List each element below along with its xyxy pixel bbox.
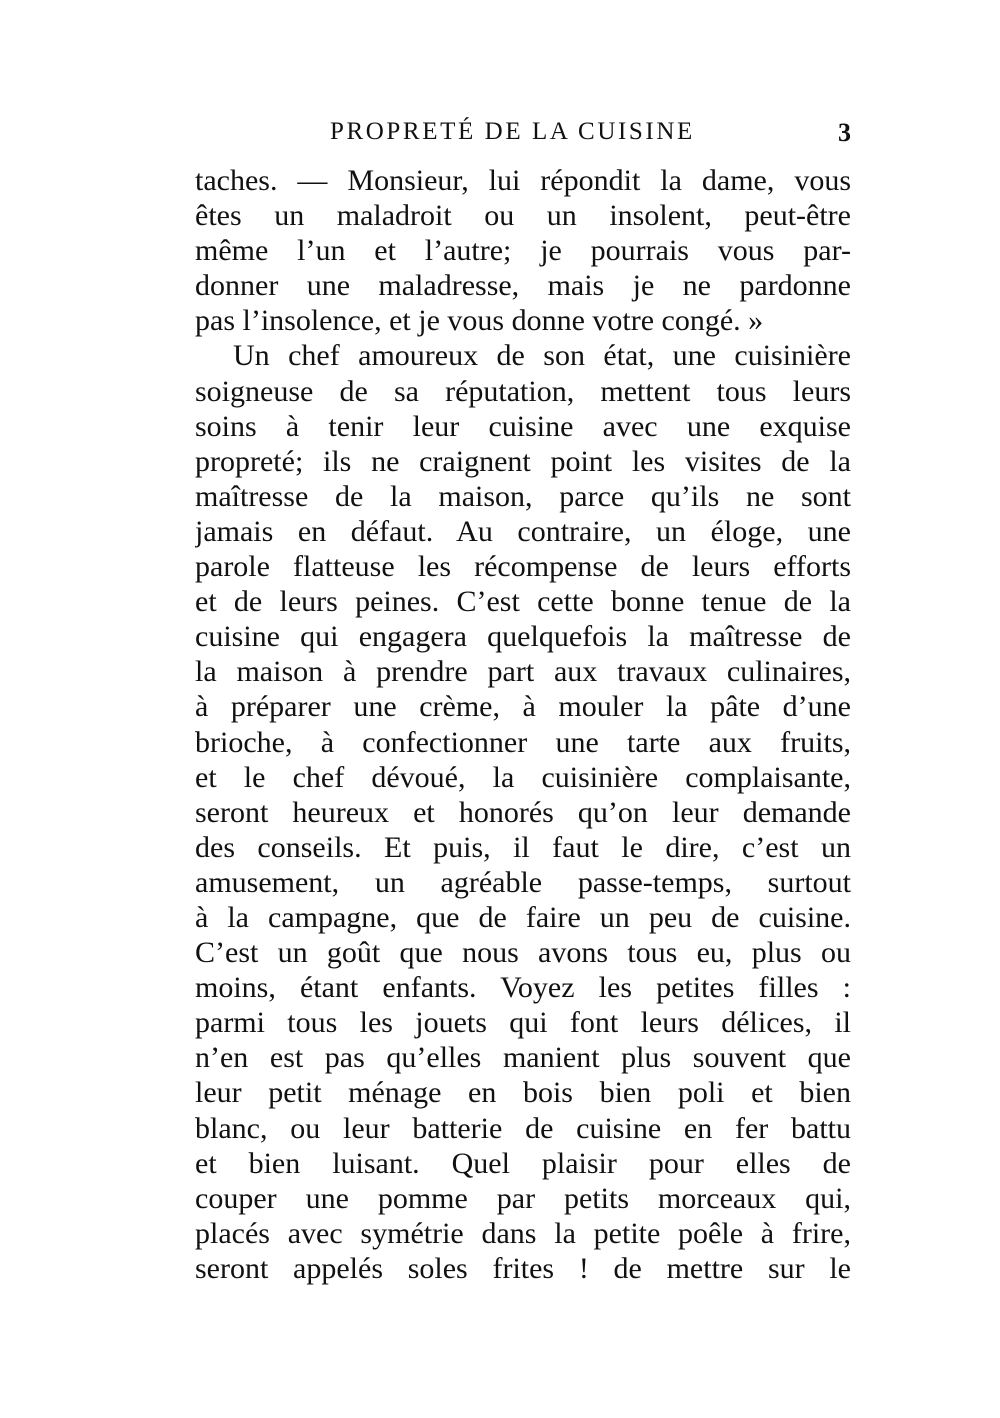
text-line: leur petit ménage en bois bien poli et bien xyxy=(195,1076,851,1110)
text-line: maîtresse de la maison, parce qu’ils ne sont xyxy=(195,479,851,513)
text-line: soins à tenir leur cuisine avec une exquise xyxy=(195,409,851,443)
page-header xyxy=(195,118,851,154)
text-line: taches. — Monsieur, lui répondit la dame, vous xyxy=(195,164,851,197)
text-line: et de leurs peines. C’est cette bonne tenue de la xyxy=(195,585,851,619)
text-line: couper une pomme par petits morceaux qui, xyxy=(195,1181,851,1215)
page-number: 3 xyxy=(838,118,851,147)
text-line: des conseils. Et puis, il faut le dire, c’est un xyxy=(195,830,851,864)
text-line: êtes un maladroit ou un insolent, peut-être xyxy=(195,199,851,233)
text-line: parmi tous les jouets qui font leurs délices, il xyxy=(195,1006,851,1040)
text-line: blanc, ou leur batterie de cuisine en fer battu xyxy=(195,1111,851,1145)
text-line: C’est un goût que nous avons tous eu, plus ou xyxy=(195,936,851,970)
text-line: parole flatteuse les récompense de leurs efforts xyxy=(195,550,851,584)
text-line: pas l’insolence, et je vous donne votre congé. » xyxy=(195,304,764,338)
text-line: même l’un et l’autre; je pourrais vous par- xyxy=(195,234,851,268)
running-title: PROPRETÉ DE LA CUISINE xyxy=(330,118,695,145)
text-line: donner une maladresse, mais je ne pardonne xyxy=(195,269,851,303)
text-line: brioche, à confectionner une tarte aux fruits, xyxy=(195,725,851,759)
text-line: placés avec symétrie dans la petite poêle à frire, xyxy=(195,1216,851,1250)
text-line: propreté; ils ne craignent point les visites de la xyxy=(195,444,851,478)
text-line: Un chef amoureux de son état, une cuisinière xyxy=(233,339,851,373)
text-line: à préparer une crème, à mouler la pâte d’une xyxy=(195,690,851,724)
text-line: moins, étant enfants. Voyez les petites filles : xyxy=(195,971,851,1005)
text-line: seront appelés soles frites ! de mettre sur le xyxy=(195,1251,851,1285)
text-line: cuisine qui engagera quelquefois la maîtresse de xyxy=(195,620,851,654)
text-line: soigneuse de sa réputation, mettent tous leurs xyxy=(195,374,851,408)
text-line: et le chef dévoué, la cuisinière complaisante, xyxy=(195,760,851,794)
text-line: et bien luisant. Quel plaisir pour elles de xyxy=(195,1146,851,1180)
text-line: à la campagne, que de faire un peu de cuisine. xyxy=(195,900,851,934)
text-line: n’en est pas qu’elles manient plus souvent que xyxy=(195,1041,851,1075)
body-text xyxy=(195,163,851,1286)
text-line: seront heureux et honorés qu’on leur demande xyxy=(195,795,851,829)
text-line: jamais en défaut. Au contraire, un éloge, une xyxy=(195,514,851,548)
text-line: amusement, un agréable passe-temps, surtout xyxy=(195,865,851,899)
text-line: la maison à prendre part aux travaux culinaires, xyxy=(195,655,851,689)
